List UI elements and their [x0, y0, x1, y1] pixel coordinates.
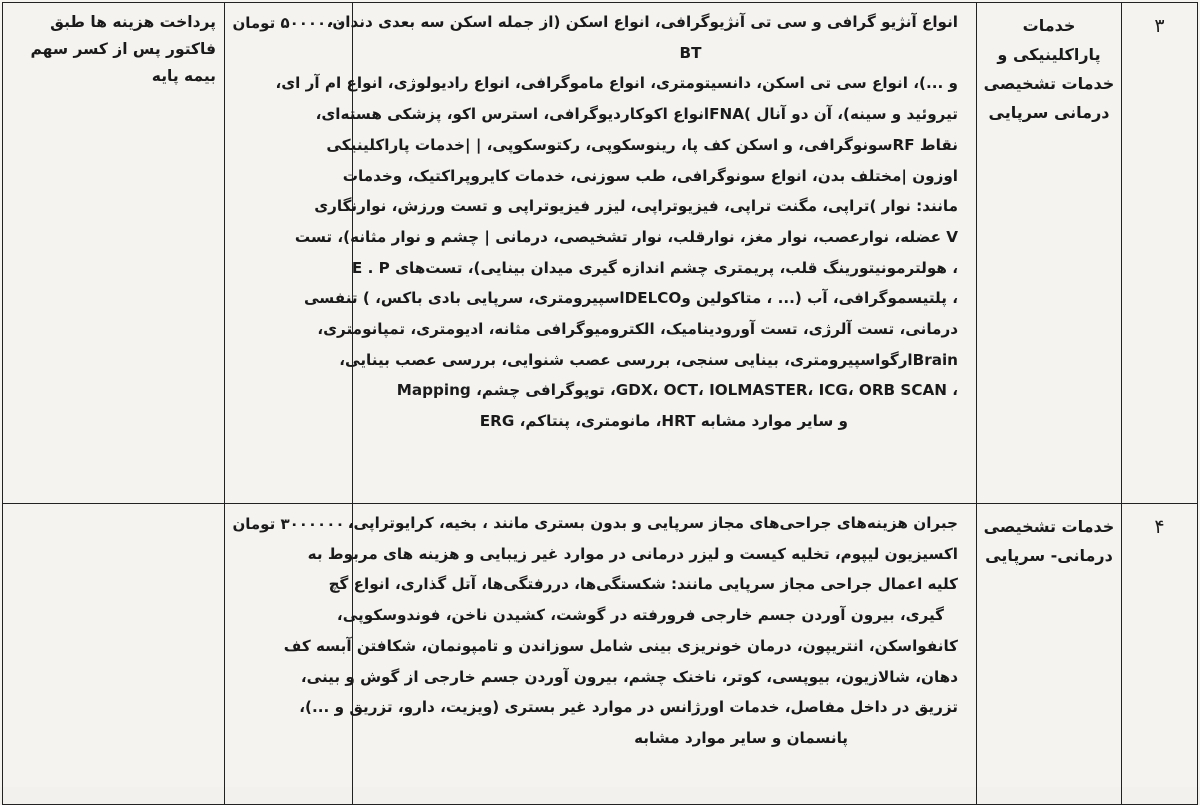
description-line: ، GDX، OCT، IOLMASTER، ICG، ORB SCAN، توپوگرافی چشم، Mapping	[396, 381, 958, 400]
description-line: مانند: نوار )تراپی، مگنت تراپی، فیزیوتراپی، لیزر فیزیوتراپی و تست ورزش، نوارنگاری	[314, 197, 958, 216]
description-line: جبران هزینه‌های جراحی‌های مجاز سرپایی و بدون بستری مانند ، بخیه، کرایوتراپی،	[347, 514, 958, 532]
description-line: کانفواسکن، انتریپون، درمان خونریزی بینی شامل سوزاندن و تامپونمان، شکافتن آبسه کف	[283, 636, 958, 655]
description-line: پانسمان و سایر موارد مشابه	[634, 728, 848, 747]
table-row	[3, 504, 1198, 805]
description-line: نقاط RFسونوگرافی، و اسکن کف پا، رینوسکوپی، رکتوسکوپی، | |خدمات پاراکلینیکی	[326, 135, 958, 154]
description-line: Brainارگواسپیرومتری، بینایی سنجی، بررسی عصب شنوایی، بررسی عصب بینایی،	[339, 350, 958, 369]
description-line: تزریق در داخل مفاصل، خدمات اورژانس در موارد غیر بستری (ویزیت، دارو، تزریق و ...)،	[299, 698, 958, 717]
description-line: اکسیزیون لیپوم، تخلیه کیست و لیزر درمانی در موارد غیر زیبایی و هزینه های مربوط به	[307, 544, 958, 563]
coverage-table	[2, 2, 1198, 805]
description-line: ، هولترمونیتورینگ قلب، پریمتری چشم اندازه گیری میدان بینایی)، تست‌های E . P	[351, 258, 958, 277]
description-line: و ...)، انواع سی تی اسکن، دانسیتومتری، انواع ماموگرافی، انواع رادیولوژی، انواع ام آر ای،	[275, 74, 958, 93]
description-line: گیری، بیرون آوردن جسم خارجی فرورفته در گوشت، کشیدن ناخن، فوندوسکوپی،	[336, 606, 944, 625]
description-line: ، پلتیسموگرافی، آب (... ، متاکولین وDELCOاسپیرومتری، سرپایی بادی باکس، ) تنفسی	[303, 289, 958, 308]
payment-note	[3, 504, 225, 805]
description-line: و سایر موارد مشابه HRT، مانومتری، پنتاکم، ERG	[479, 412, 848, 431]
table-row	[3, 3, 1198, 504]
row-number: ۳	[1122, 3, 1198, 504]
description-line: دهان، شالازیون، بیوپسی، کوتر، ناخنک چشم، بیرون آوردن جسم خارجی از گوش و بینی،	[300, 667, 958, 686]
description-line: انواع آنژیو گرافی و سی تی آنژیوگرافی، انواع اسکن (از جمله اسکن سه بعدی دندان،	[326, 13, 958, 31]
description-line: تیروئید و سینه)، آن دو آنال )FNAانواع اکوکاردیوگرافی، استرس اکو، پزشکی هسته‌ای،	[315, 105, 958, 124]
row-number: ۴	[1122, 504, 1198, 805]
description-line: کلیه اعمال جراحی مجاز سرپایی مانند: شکستگی‌ها، دررفتگی‌ها، آتل گذاری، انواع گچ	[328, 575, 958, 594]
description-line: درمانی، تست آلرژی، تست آورودینامیک، الکترومیوگرافی مثانه، ادیومتری، تمپانومتری،	[317, 320, 958, 339]
description-line: V عضله، نوارعصب، نوار مغز، نوارقلب، نوار تشخیصی، درمانی | چشم و نوار مثانه)، تست	[294, 227, 958, 246]
coverage-amount: ۵۰۰۰۰۰۰ تومان	[225, 3, 353, 504]
coverage-amount: ۳۰۰۰۰۰۰ تومان	[225, 504, 353, 805]
description-line: BT	[679, 43, 702, 62]
service-name: خدمات پاراکلینیکی و خدمات تشخیصی درمانی سرپایی	[977, 3, 1122, 504]
service-name: خدمات تشخیصی درمانی- سرپایی	[977, 504, 1122, 805]
description-line: اوزون |مختلف بدن، انواع سونوگرافی، طب سوزنی، خدمات کایروپراکتیک، وخدمات	[342, 166, 958, 185]
payment-note: پرداخت هزینه ها طبق فاکتور پس از کسر سهم بیمه پایه	[3, 3, 225, 504]
